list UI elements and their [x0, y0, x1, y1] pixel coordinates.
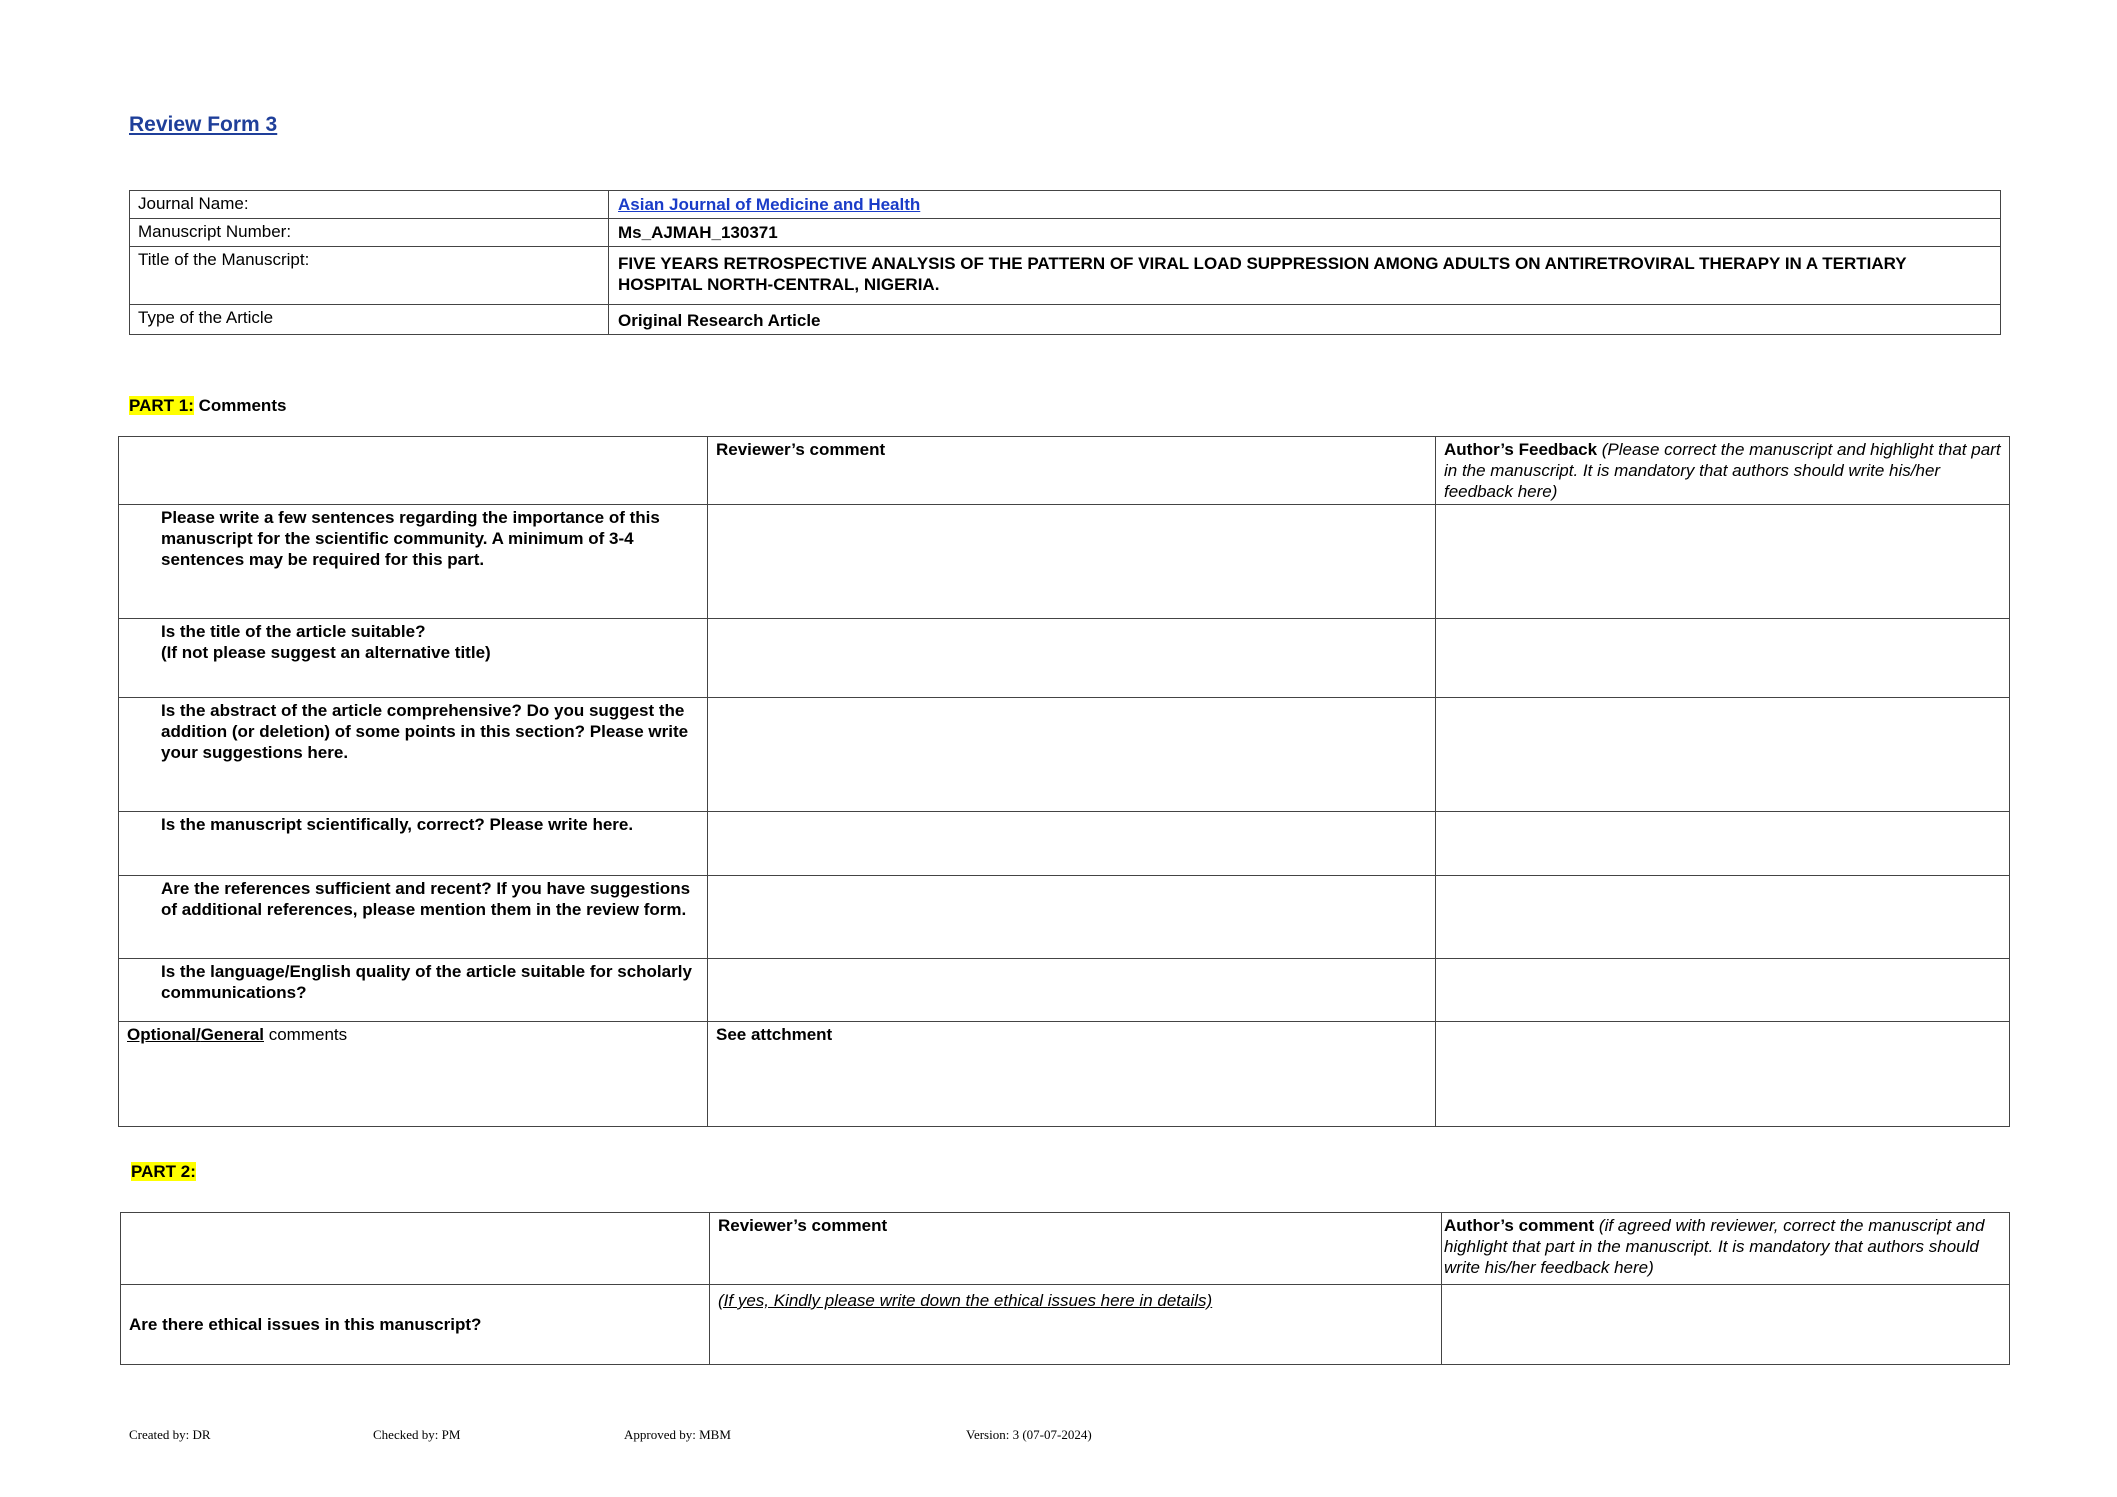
footer-checked-by: Checked by: PM — [373, 1427, 461, 1442]
footer-created-by: Created by: DR — [129, 1427, 211, 1442]
part2-label: PART 2: — [131, 1162, 196, 1181]
question-title-line1: Is the title of the article suitable? — [161, 622, 426, 641]
reviewer-comment-cell[interactable] — [708, 876, 1436, 959]
question-importance: Please write a few sentences regarding the importance of this manuscript for the scientific community. A minimum of 3-4 sentences may be required for this part. — [119, 505, 708, 619]
table-row — [130, 219, 2001, 247]
manuscript-number-label: Manuscript Number: — [130, 219, 609, 247]
author-feedback-cell[interactable] — [1436, 619, 2010, 698]
part2-heading — [131, 1162, 196, 1182]
footer-version: Version: 3 (07-07-2024) — [966, 1427, 1092, 1442]
table-row — [119, 1022, 2010, 1127]
part1-title: Comments — [193, 396, 287, 415]
question-scientific: Is the manuscript scientifically, correct? Please write here. — [119, 812, 708, 876]
author-comment-title: Author’s comment — [1444, 1216, 1595, 1235]
manuscript-title: FIVE YEARS RETROSPECTIVE ANALYSIS OF THE PATTERN OF VIRAL LOAD SUPPRESSION AMONG ADULTS ON ANTIRETROVIRAL THERAPY IN A TERTIARY HOSPITAL NORTH-CENTRAL, NIGERIA. — [609, 247, 2001, 305]
part1-heading — [129, 396, 286, 416]
part2-ethics-table — [120, 1212, 2010, 1365]
col-author-feedback — [1436, 437, 2010, 505]
question-references: Are the references sufficient and recent? If you have suggestions of additional references, please mention them in the review form. — [119, 876, 708, 959]
manuscript-info-table — [129, 190, 2001, 335]
reviewer-comment-cell[interactable] — [708, 505, 1436, 619]
table-row — [121, 1285, 2010, 1365]
journal-name-link[interactable]: Asian Journal of Medicine and Health — [618, 195, 921, 214]
header-empty-cell — [119, 437, 708, 505]
reviewer-comment-cell[interactable] — [708, 812, 1436, 876]
question-language: Is the language/English quality of the article suitable for scholarly communications? — [119, 959, 708, 1022]
manuscript-number: Ms_AJMAH_130371 — [609, 219, 2001, 247]
table-row — [119, 876, 2010, 959]
article-type: Original Research Article — [609, 305, 2001, 335]
author-feedback-cell[interactable] — [1436, 1022, 2010, 1127]
table-row — [119, 959, 2010, 1022]
author-feedback-cell[interactable] — [1436, 505, 2010, 619]
author-feedback-cell[interactable] — [1436, 812, 2010, 876]
table-row — [119, 505, 2010, 619]
manuscript-title-label: Title of the Manuscript: — [130, 247, 609, 305]
author-feedback-cell[interactable] — [1436, 698, 2010, 812]
ethical-issues-hint[interactable]: (If yes, Kindly please write down the ethical issues here in details) — [710, 1285, 1442, 1365]
author-feedback-cell[interactable] — [1436, 876, 2010, 959]
table-row — [119, 812, 2010, 876]
author-feedback-instructions: (Please correct the manuscript and highlight that part in the manuscript. It is mandatory that authors should write his/her feedback here) — [1444, 440, 2001, 501]
header-empty-cell — [121, 1213, 710, 1285]
col-author-comment — [1442, 1213, 2010, 1285]
table-row — [130, 247, 2001, 305]
author-comment-instructions: (if agreed with reviewer, correct the manuscript and highlight that part in the manuscript. It is mandatory that authors should write his/her feedback here) — [1444, 1216, 1985, 1277]
table-row — [130, 305, 2001, 335]
article-type-label: Type of the Article — [130, 305, 609, 335]
col-reviewer-comment: Reviewer’s comment — [708, 437, 1436, 505]
table-row — [119, 698, 2010, 812]
col-reviewer-comment: Reviewer’s comment — [710, 1213, 1442, 1285]
footer-approved-by: Approved by: MBM — [624, 1427, 731, 1442]
journal-name-label: Journal Name: — [130, 191, 609, 219]
reviewer-comment-cell[interactable] — [708, 619, 1436, 698]
question-abstract: Is the abstract of the article comprehensive? Do you suggest the addition (or deletion) of some points in this section? Please write your suggestions here. — [119, 698, 708, 812]
author-feedback-title: Author’s Feedback — [1444, 440, 1598, 459]
reviewer-comment-cell[interactable] — [708, 959, 1436, 1022]
author-feedback-cell[interactable] — [1436, 959, 2010, 1022]
part1-label: PART 1: — [129, 396, 194, 415]
table-row — [130, 191, 2001, 219]
table-header-row — [121, 1213, 2010, 1285]
form-title: Review Form 3 — [129, 113, 278, 136]
table-header-row — [119, 437, 2010, 505]
author-comment-cell[interactable] — [1442, 1285, 2010, 1365]
question-title — [119, 619, 708, 698]
question-title-line2: (If not please suggest an alternative title) — [161, 643, 491, 662]
reviewer-comment-cell[interactable] — [708, 698, 1436, 812]
optional-general-comments-label: Optional/General comments — [119, 1022, 708, 1127]
optional-reviewer-comment[interactable]: See attchment — [708, 1022, 1436, 1127]
part1-comments-table — [118, 436, 2010, 1127]
table-row — [119, 619, 2010, 698]
ethical-issues-question: Are there ethical issues in this manuscript? — [121, 1285, 710, 1365]
